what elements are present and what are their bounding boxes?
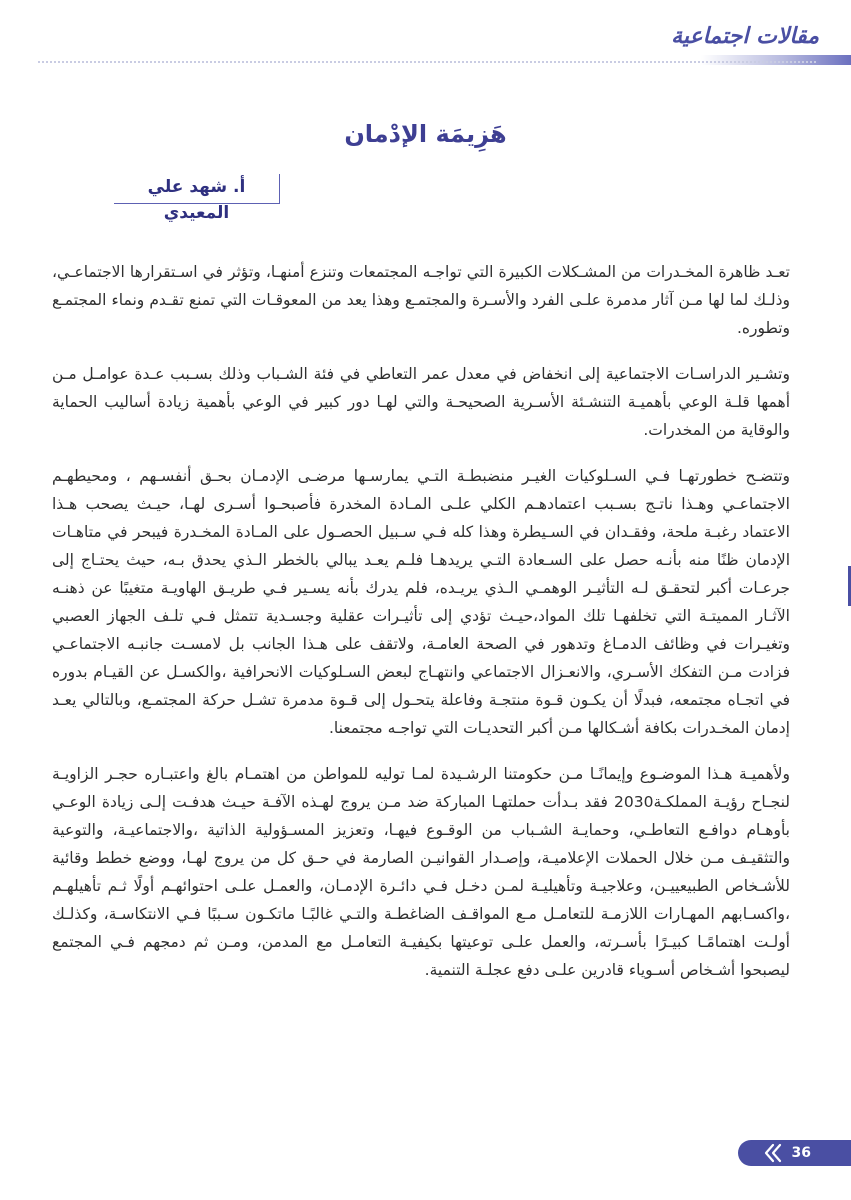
header-accent-bar: [701, 55, 851, 65]
magazine-section-logo: مقالات اجتماعية: [671, 23, 819, 49]
article-body: [52, 258, 790, 1002]
author-byline: أ. شهد علي المعيدي: [114, 174, 280, 204]
article-title: هَزِيمَة الإدْمان: [344, 120, 507, 148]
article-paragraph: وتتضـح خطورتهـا فـي السـلوكيات الغيـر منضبطـة التـي يمارسـها مرضـى الإدمـان بحـق أنفسـهم ، ومحيطهـم الاجتماعـي وهـذا ناتـج بسـبب اعتمادهـم الكلي علـى المـادة المخدرة فأصبحـوا أسـرى لهـا، حيـث يصحب هـذا الاعتماد رغبـة ملحة، وفقـدان في السـيطرة وهذا كله فـي سـبيل الحصـول على المـادة المخـدرة فيبحر في متاهـات الإدمان ظنًا منه بأنـه حصل على السـعادة التـي يريدهـا فلـم يعـد يبالي بالخطر الـذي يحدق بـه، حيث يحتـاج إلى جرعـات أكبر لتحقـق لـه التأثيـر الوهمـي الـذي يريـده، فلم يدرك بأنه يسـير فـي طريـق الهاويـة متغيبًا عن ذهنـه الآثـار المميتـة التي تخلفهـا تلك المواد،حيـث تؤدي إلى تأثيـرات عقلية وجسـدية تتمثل فـي تلـف الجهاز العصبي وتغيـرات في وظائف الدمـاغ وتدهور في الصحة العامـة، ولاتقف على هـذا الجانب بل لامسـت جانبـه الاجتماعـي فزادت مـن التفكك الأسـري، والانعـزال الاجتماعي وانتهـاج لبعض السـلوكيات الانحرافية ،والكسـل عن القيـام بدوره في اتجـاه مجتمعه، فبدلًا أن يكـون قـوة منتجـة وفاعلة يتحـول إلى قـوة مدمرة تشـل حركة المجتمـع، وبالتالي يعـد إدمان المخـدرات بكافة أشـكالها مـن أكبر التحديـات التي تواجـه مجتمعنا.: [52, 467, 790, 737]
page-number: 36: [791, 1145, 811, 1161]
header-divider: [38, 61, 816, 63]
article-paragraph: ولأهميـة هـذا الموضـوع وإيمانًـا مـن حكومتنا الرشـيدة لمـا توليه للمواطن من اهتمـام بالغ واعتبـاره حجـر الزاويـة لنجـاح رؤيـة المملكـة2030 فقد بـدأت حملتهـا المباركة ضد مـن يروج لهـذه الآفـة حيـث هدفـت إلـى زيادة الوعـي بأوهـام دوافـع التعاطـي، وحمايـة الشـباب من الوقـوع فيهـا، وتعزيز المسـؤولية الذاتية ،والاجتماعيـة، والتوعية والتثقيـف مـن خلال الحملات الإعلاميـة، وإصـدار القوانيـن الصارمة في حـق كل من يروج لهـا، ووضع خطط وقائية للأشـخاص الطبيعييـن، وعلاجيـة وتأهيليـة لمـن دخـل فـي دائـرة الإدمـان، والعمـل علـى احتوائهـم أولًا ثـم تأهيلهـم ،واكسـابهم المهـارات اللازمـة للتعامـل مـع المواقـف الضاغطـة والتـي غالبًـا ماتكـون سـببًا فـي الانتكاسـة، وكذلـك أولـت اهتمامًـا كبيـرًا بأسـرته، والعمل علـى توعيتها بكيفيـة التعامـل مع المدمن، ومـن ثم دمجهم فـي المجتمع ليصبحوا أشـخاص أسـوياء قادرين علـى دفع عجلـة التنمية.: [52, 765, 790, 979]
article-paragraph: وتشـير الدراسـات الاجتماعية إلى انخفاض في معدل عمر التعاطي في فئة الشـباب وذلك بسـبب عـدة عوامـل مـن أهمها قلـة الوعي بأهميـة التنشـئة الأسـرية الصحيحـة والتي لهـا دور كبير في الوعي بأهمية زيادة أساليب الحماية والوقاية من المخدرات.: [52, 365, 790, 439]
article-paragraph: تعـد ظاهرة المخـدرات من المشـكلات الكبيرة التي تواجـه المجتمعات وتنزع أمنهـا، وتؤثر في اسـتقرارها الاجتماعـي، وذلـك لما لها مـن آثار مدمرة علـى الفرد والأسـرة والمجتمـع وهذا يعد من المعوقـات التي تمنع تقـدم ونماء المجتمـع وتطوره.: [52, 263, 790, 337]
chevron-left-icon: [759, 1140, 783, 1166]
